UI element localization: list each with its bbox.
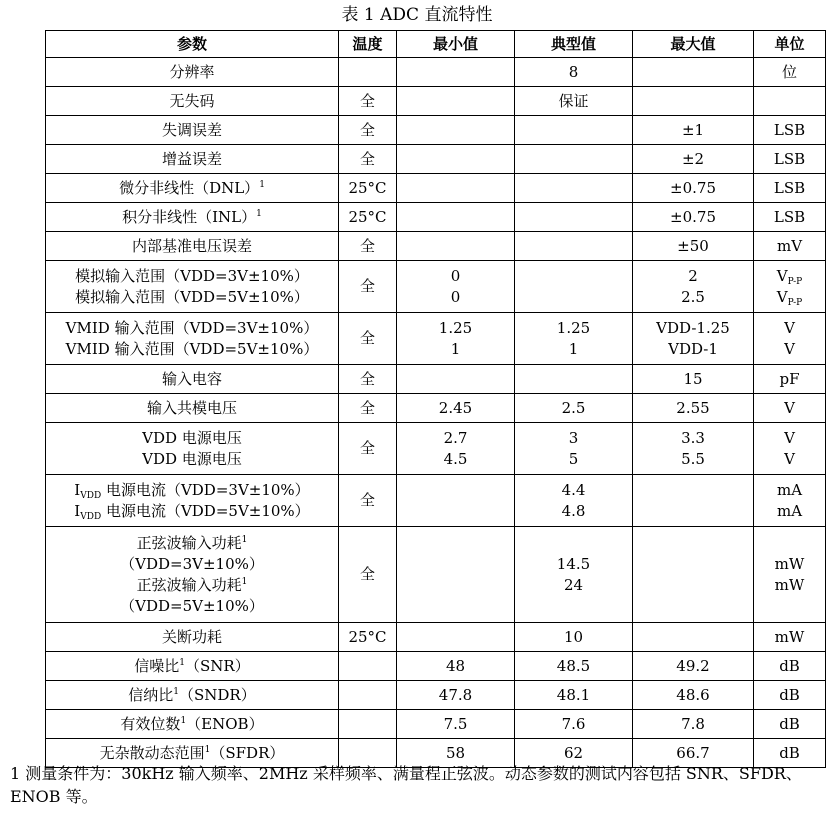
cell-line: 58 <box>445 743 466 762</box>
cell-line: mV <box>776 236 803 255</box>
cell-line: VDD 电源电压 <box>142 449 242 468</box>
cell-line: 49.2 <box>676 656 710 675</box>
cell-line: 62 <box>563 743 584 762</box>
cell-text: 信纳比 <box>128 685 174 704</box>
header-max: 最大值 <box>633 31 754 58</box>
cell-line: 分辨率 <box>169 62 215 81</box>
table-row <box>46 116 826 145</box>
cell-min <box>397 261 515 313</box>
cell-unit <box>754 681 826 710</box>
cell-typ <box>515 313 633 365</box>
cell-line <box>46 656 338 677</box>
cell-max <box>633 681 754 710</box>
cell-min <box>397 174 515 203</box>
cell-max <box>633 475 754 527</box>
cell-param <box>46 652 339 681</box>
table-row <box>46 174 826 203</box>
cell-line: 全 <box>359 149 375 168</box>
cell-text: 信噪比 <box>134 656 180 675</box>
cell-typ <box>515 623 633 652</box>
table-row <box>46 58 826 87</box>
cell-min <box>397 145 515 174</box>
cell-line: 15 <box>683 369 703 388</box>
cell-unit <box>754 58 826 87</box>
cell-min <box>397 58 515 87</box>
cell-param <box>46 261 339 313</box>
table-row <box>46 313 826 365</box>
cell-temp <box>339 394 397 423</box>
cell-min <box>397 475 515 527</box>
cell-max <box>633 365 754 394</box>
cell-superscript: 1 <box>179 657 186 668</box>
cell-typ <box>515 681 633 710</box>
cell-line: 7.6 <box>561 714 586 733</box>
cell-line: 位 <box>781 62 797 81</box>
cell-line: 2.45 <box>438 398 473 417</box>
cell-line: 全 <box>359 91 375 110</box>
cell-line: ±0.75 <box>670 207 716 226</box>
cell-param <box>46 365 339 394</box>
cell-line: 输入电容 <box>161 369 222 388</box>
cell-text: 无杂散动态范围 <box>99 743 205 762</box>
cell-line: mW <box>774 554 805 573</box>
cell-text-after: （SFDR） <box>210 743 285 762</box>
cell-min <box>397 365 515 394</box>
cell-unit <box>754 232 826 261</box>
adc-dc-characteristics-table <box>45 30 826 768</box>
cell-min <box>397 681 515 710</box>
cell-unit <box>754 652 826 681</box>
cell-temp <box>339 174 397 203</box>
cell-line: 4.8 <box>561 501 586 520</box>
cell-temp <box>339 203 397 232</box>
cell-line: 失调误差 <box>161 120 222 139</box>
cell-min <box>397 652 515 681</box>
cell-param <box>46 174 339 203</box>
cell-typ <box>515 365 633 394</box>
table-caption: 表 1 ADC 直流特性 <box>341 5 493 25</box>
cell-param <box>46 87 339 116</box>
cell-param <box>46 58 339 87</box>
cell-typ <box>515 261 633 313</box>
table-row <box>46 681 826 710</box>
cell-unit <box>754 145 826 174</box>
cell-param <box>46 232 339 261</box>
cell-text-after: 电源电流（VDD=3V±10%） <box>101 480 310 499</box>
cell-unit <box>754 261 826 313</box>
cell-line: pF <box>779 369 800 388</box>
table-row <box>46 710 826 739</box>
cell-superscript: 1 <box>256 208 262 219</box>
cell-typ <box>515 174 633 203</box>
cell-subscript: P-P <box>787 276 803 287</box>
cell-temp <box>339 475 397 527</box>
cell-superscript: 1 <box>180 715 187 726</box>
cell-typ <box>515 87 633 116</box>
cell-line: dB <box>779 685 800 704</box>
cell-line: 全 <box>359 329 375 347</box>
header-unit: 单位 <box>754 31 826 58</box>
cell-line <box>46 575 338 596</box>
cell-line <box>46 178 338 199</box>
cell-line: 1.25 <box>438 318 473 337</box>
cell-min <box>397 394 515 423</box>
cell-temp <box>339 58 397 87</box>
cell-param <box>46 116 339 145</box>
cell-line: ±2 <box>681 149 705 168</box>
cell-min <box>397 527 515 623</box>
cell-line: ±50 <box>677 236 709 255</box>
cell-max <box>633 313 754 365</box>
cell-typ <box>515 394 633 423</box>
cell-typ <box>515 58 633 87</box>
cell-line: 全 <box>359 277 375 295</box>
cell-unit <box>754 423 826 475</box>
cell-line: 关断功耗 <box>161 627 222 646</box>
cell-line <box>754 287 825 308</box>
cell-min <box>397 710 515 739</box>
cell-unit <box>754 394 826 423</box>
cell-max <box>633 652 754 681</box>
cell-temp <box>339 710 397 739</box>
cell-line: 0 <box>450 266 461 285</box>
cell-unit <box>754 174 826 203</box>
cell-subscript: P-P <box>787 297 803 308</box>
cell-param <box>46 475 339 527</box>
cell-typ <box>515 145 633 174</box>
cell-typ <box>515 527 633 623</box>
cell-line: 47.8 <box>438 685 473 704</box>
cell-line: dB <box>779 656 800 675</box>
cell-line <box>46 207 338 228</box>
cell-text-after: （SNR） <box>185 656 250 675</box>
cell-min <box>397 87 515 116</box>
cell-line: LSB <box>773 178 806 197</box>
cell-line: mW <box>774 627 805 646</box>
cell-superscript: 1 <box>241 534 248 545</box>
cell-text: I <box>74 480 81 499</box>
cell-line: 全 <box>359 369 375 388</box>
cell-param <box>46 313 339 365</box>
cell-line: 24 <box>563 575 584 594</box>
cell-line: V <box>784 428 795 447</box>
cell-line: V <box>784 339 795 358</box>
cell-max <box>633 394 754 423</box>
header-min: 最小值 <box>397 31 515 58</box>
cell-line: 全 <box>359 236 375 255</box>
cell-temp <box>339 423 397 475</box>
cell-text: 正弦波输入功耗 <box>136 533 242 552</box>
cell-line: 25°C <box>348 207 387 226</box>
cell-typ <box>515 475 633 527</box>
cell-line: V <box>784 449 795 468</box>
cell-line: 内部基准电压误差 <box>131 236 252 255</box>
cell-line: LSB <box>773 207 806 226</box>
cell-line: 2.5 <box>681 287 705 306</box>
cell-line: ±1 <box>681 120 705 139</box>
cell-line: 7.8 <box>681 714 705 733</box>
cell-max <box>633 145 754 174</box>
table-row <box>46 623 826 652</box>
cell-line: mA <box>776 501 803 520</box>
cell-line: VMID 输入范围（VDD=5V±10%） <box>65 339 319 358</box>
cell-unit <box>754 116 826 145</box>
cell-temp <box>339 313 397 365</box>
cell-line: ±0.75 <box>670 178 716 197</box>
cell-line: 66.7 <box>676 743 710 762</box>
cell-line: LSB <box>773 120 806 139</box>
cell-subscript: VDD <box>80 511 102 522</box>
cell-superscript: 1 <box>259 179 265 190</box>
cell-max <box>633 58 754 87</box>
cell-line: 10 <box>563 627 584 646</box>
cell-max <box>633 116 754 145</box>
cell-unit <box>754 203 826 232</box>
cell-param <box>46 527 339 623</box>
table-row <box>46 261 826 313</box>
cell-param <box>46 710 339 739</box>
cell-text-after: 电源电流（VDD=5V±10%） <box>101 501 310 520</box>
header-temp: 温度 <box>339 31 397 58</box>
cell-line: dB <box>779 743 800 762</box>
cell-line: VMID 输入范围（VDD=3V±10%） <box>65 318 319 337</box>
cell-line: 48.5 <box>556 656 591 675</box>
cell-max <box>633 623 754 652</box>
cell-text: 有效位数 <box>120 714 181 733</box>
cell-line: 输入共模电压 <box>146 398 237 417</box>
cell-line: 无失码 <box>169 91 215 110</box>
cell-temp <box>339 652 397 681</box>
cell-param <box>46 423 339 475</box>
cell-param <box>46 145 339 174</box>
cell-param <box>46 203 339 232</box>
cell-line: 8 <box>568 62 579 81</box>
cell-max <box>633 423 754 475</box>
cell-line: 全 <box>359 398 375 417</box>
cell-unit <box>754 710 826 739</box>
cell-line: 2 <box>688 266 698 285</box>
table-row <box>46 423 826 475</box>
table-row <box>46 652 826 681</box>
cell-temp <box>339 365 397 394</box>
table-row <box>46 475 826 527</box>
table-row <box>46 527 826 623</box>
cell-param <box>46 394 339 423</box>
cell-max <box>633 710 754 739</box>
cell-line: 2.7 <box>443 428 468 447</box>
cell-line: 2.5 <box>561 398 586 417</box>
cell-typ <box>515 116 633 145</box>
cell-line <box>46 714 338 735</box>
cell-temp <box>339 116 397 145</box>
cell-unit <box>754 527 826 623</box>
cell-line: 增益误差 <box>161 149 222 168</box>
cell-min <box>397 116 515 145</box>
cell-temp <box>339 145 397 174</box>
cell-line: LSB <box>773 149 806 168</box>
cell-temp <box>339 261 397 313</box>
cell-line <box>46 533 338 554</box>
cell-line <box>46 743 338 764</box>
table-row <box>46 87 826 116</box>
cell-line: 全 <box>359 120 375 139</box>
cell-line: 0 <box>450 287 461 306</box>
cell-line: VDD 电源电压 <box>142 428 242 447</box>
cell-max <box>633 174 754 203</box>
cell-min <box>397 313 515 365</box>
cell-temp <box>339 681 397 710</box>
cell-line: 2.55 <box>676 398 710 417</box>
cell-line: V <box>784 318 795 337</box>
cell-line: 保证 <box>558 91 589 110</box>
cell-superscript: 1 <box>241 576 248 587</box>
cell-text: V <box>776 266 788 285</box>
cell-line <box>46 685 338 706</box>
cell-max <box>633 232 754 261</box>
cell-max <box>633 87 754 116</box>
cell-unit <box>754 365 826 394</box>
cell-typ <box>515 710 633 739</box>
cell-line: 7.5 <box>443 714 468 733</box>
cell-text: V <box>776 287 788 306</box>
cell-line: 4.4 <box>561 480 586 499</box>
cell-line: 3 <box>568 428 579 447</box>
cell-max <box>633 527 754 623</box>
cell-typ <box>515 232 633 261</box>
cell-unit <box>754 87 826 116</box>
cell-line: 1.25 <box>556 318 591 337</box>
cell-line <box>46 480 338 501</box>
cell-line: 模拟输入范围（VDD=5V±10%） <box>75 287 309 306</box>
cell-unit <box>754 475 826 527</box>
footnote: 1 测量条件为：30kHz 输入频率、2MHz 采样频率、满量程正弦波。动态参数的测试内容包括 SNR、SFDR、ENOB 等。 <box>10 764 802 806</box>
cell-max <box>633 261 754 313</box>
cell-max <box>633 203 754 232</box>
cell-text: 正弦波输入功耗 <box>136 575 242 594</box>
cell-temp <box>339 232 397 261</box>
cell-min <box>397 423 515 475</box>
cell-line <box>46 501 338 522</box>
cell-temp <box>339 87 397 116</box>
cell-text: I <box>74 501 81 520</box>
cell-line: （VDD=3V±10%） <box>120 554 264 573</box>
cell-param <box>46 623 339 652</box>
table-body <box>46 58 826 768</box>
cell-line: mA <box>776 480 803 499</box>
cell-text: 积分非线性（INL） <box>122 207 257 226</box>
cell-min <box>397 232 515 261</box>
cell-text-after: （ENOB） <box>186 714 264 733</box>
cell-line: 5 <box>568 449 579 468</box>
table-row <box>46 232 826 261</box>
header-typ: 典型值 <box>515 31 633 58</box>
cell-line: 全 <box>359 439 375 457</box>
cell-line: 48.6 <box>676 685 710 704</box>
cell-line: （VDD=5V±10%） <box>120 596 264 615</box>
cell-line <box>754 266 825 287</box>
cell-line: 14.5 <box>556 554 591 573</box>
cell-text: 微分非线性（DNL） <box>119 178 260 197</box>
cell-superscript: 1 <box>204 744 211 755</box>
cell-line: 25°C <box>348 627 387 646</box>
cell-text-after: （SNDR） <box>179 685 256 704</box>
cell-unit <box>754 623 826 652</box>
cell-line: 1 <box>450 339 461 358</box>
cell-line: 模拟输入范围（VDD=3V±10%） <box>75 266 309 285</box>
cell-typ <box>515 652 633 681</box>
header-param: 参数 <box>46 31 339 58</box>
table-header-row <box>46 31 826 58</box>
cell-line: 4.5 <box>443 449 468 468</box>
table-row <box>46 394 826 423</box>
cell-line: V <box>784 398 795 417</box>
cell-line: 1 <box>568 339 579 358</box>
table-row <box>46 365 826 394</box>
cell-line: 5.5 <box>681 449 705 468</box>
cell-typ <box>515 203 633 232</box>
cell-line: 全 <box>359 565 375 583</box>
cell-line: dB <box>779 714 800 733</box>
cell-line: 48 <box>445 656 466 675</box>
cell-line: mW <box>774 575 805 594</box>
cell-line: 48.1 <box>556 685 591 704</box>
cell-line: VDD-1 <box>668 339 718 358</box>
cell-line: VDD-1.25 <box>656 318 730 337</box>
cell-min <box>397 203 515 232</box>
cell-temp <box>339 527 397 623</box>
cell-superscript: 1 <box>173 686 179 697</box>
cell-typ <box>515 423 633 475</box>
table-row <box>46 203 826 232</box>
cell-subscript: VDD <box>80 490 102 501</box>
cell-line: 25°C <box>348 178 387 197</box>
cell-param <box>46 681 339 710</box>
cell-line: 全 <box>359 491 375 509</box>
cell-line: 3.3 <box>681 428 705 447</box>
table-row <box>46 145 826 174</box>
cell-min <box>397 623 515 652</box>
cell-unit <box>754 313 826 365</box>
cell-temp <box>339 623 397 652</box>
